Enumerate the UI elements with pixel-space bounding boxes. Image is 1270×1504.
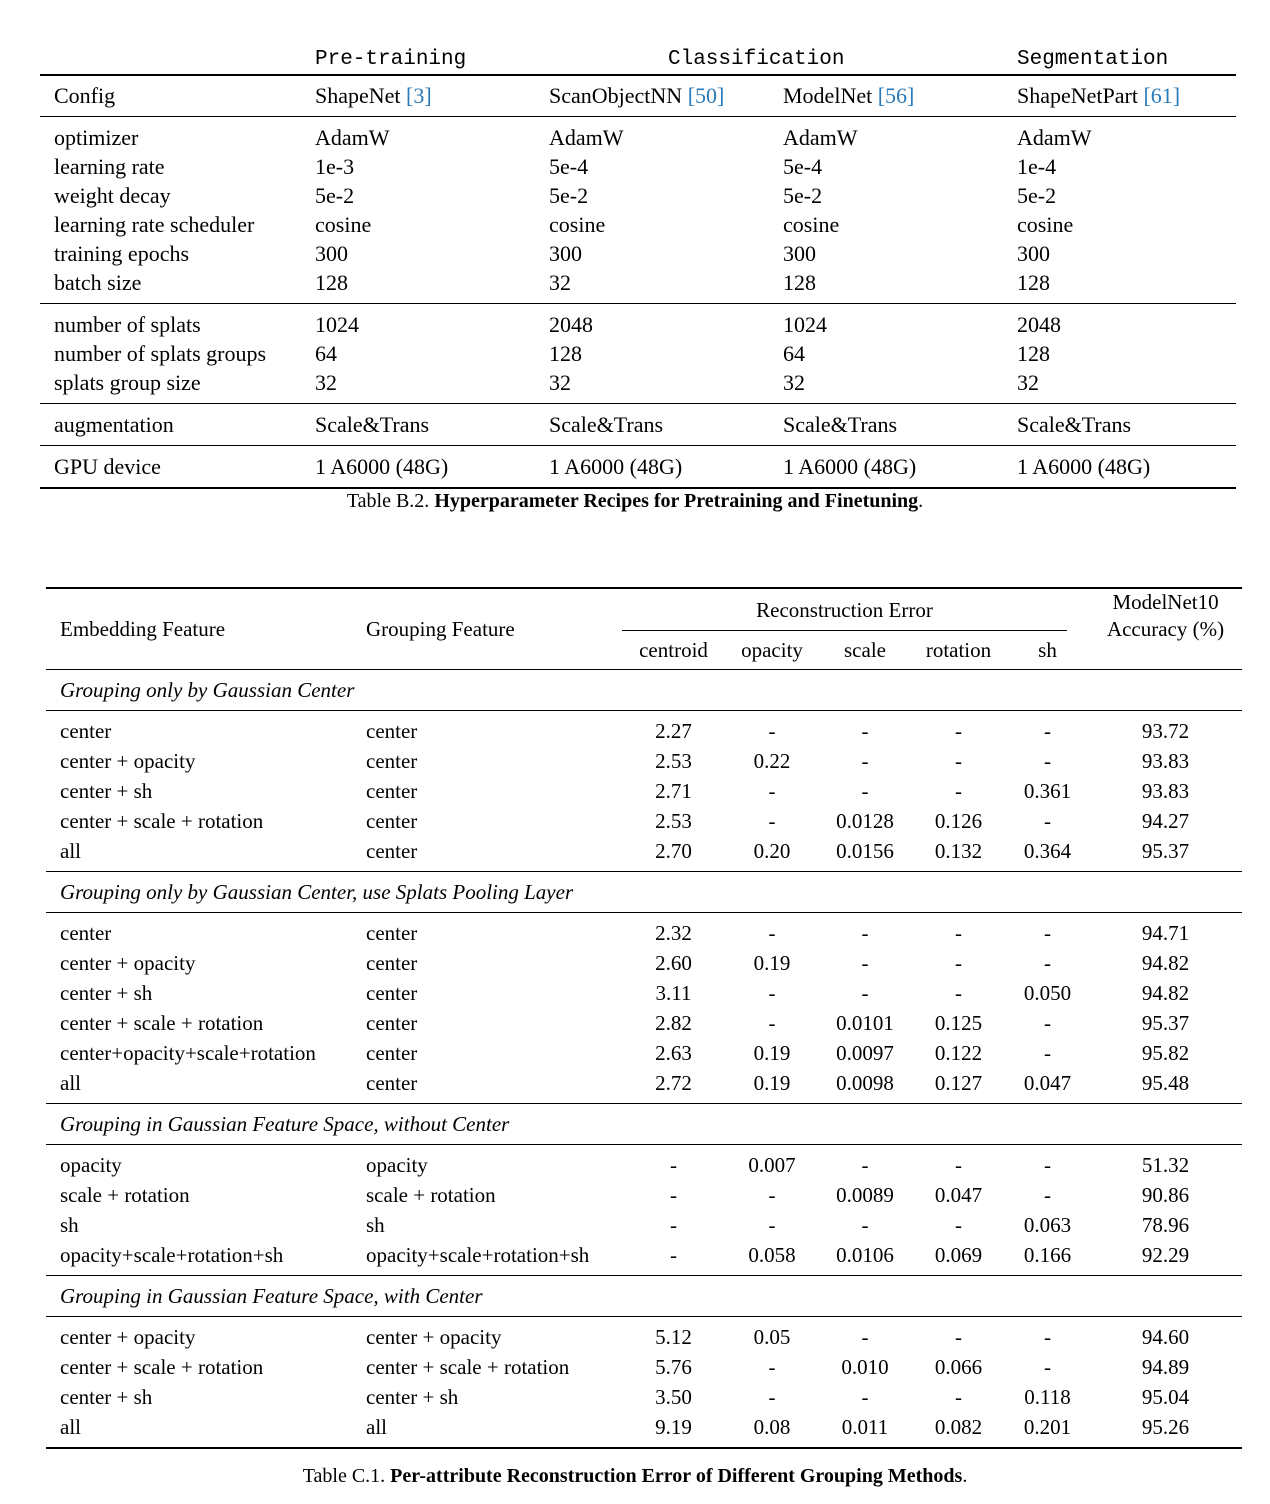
table-b2 <box>40 40 1236 489</box>
rotation-error: - <box>955 1153 962 1177</box>
rotation-error: 0.047 <box>934 1183 983 1207</box>
centroid-error: 3.50 <box>655 1385 692 1409</box>
centroid-error: 2.53 <box>655 749 692 773</box>
accuracy-value: 78.96 <box>1141 1213 1190 1237</box>
config-value: 128 <box>1017 270 1050 295</box>
opacity-error: 0.22 <box>753 749 791 773</box>
sh-error: 0.201 <box>1006 1412 1089 1448</box>
sh-error: - <box>1044 749 1052 773</box>
config-value: 32 <box>783 370 805 395</box>
column-header <box>1003 75 1236 117</box>
config-value: Scale&Trans <box>535 404 769 446</box>
column-header-name: ModelNet <box>783 83 878 108</box>
accuracy-value: 94.71 <box>1141 921 1190 945</box>
table-row <box>46 1352 1242 1382</box>
opacity-error: 0.058 <box>748 1243 796 1267</box>
centroid-error: - <box>670 1243 677 1267</box>
embedding-feature: opacity+scale+rotation+sh <box>60 1243 284 1267</box>
accuracy-value: 95.37 <box>1141 839 1190 863</box>
table-row <box>40 181 1236 210</box>
config-value: 32 <box>549 370 571 395</box>
sh-error: 0.118 <box>1024 1385 1071 1409</box>
column-header-name: ShapeNetPart <box>1017 83 1144 108</box>
subheader-scale: scale <box>819 632 911 670</box>
section-title: Grouping only by Gaussian Center <box>46 670 1242 711</box>
rotation-error: - <box>955 1213 962 1237</box>
accuracy-value: 94.60 <box>1141 1325 1190 1349</box>
rotation-error: - <box>955 1325 962 1349</box>
opacity-error: 0.007 <box>748 1153 796 1177</box>
scale-error: 0.010 <box>841 1355 889 1379</box>
table-row <box>40 210 1236 239</box>
sh-error: 0.361 <box>1023 779 1072 803</box>
embedding-feature: opacity <box>60 1153 122 1177</box>
embedding-feature: center + sh <box>60 779 153 803</box>
opacity-error: - <box>768 921 776 945</box>
opacity-error: - <box>768 779 776 803</box>
scale-error: - <box>861 981 869 1005</box>
scale-error: 0.0098 <box>836 1071 894 1095</box>
config-value: 1024 <box>301 304 535 340</box>
embedding-feature: center + opacity <box>60 951 196 975</box>
table-row <box>46 1317 1242 1353</box>
rotation-error: - <box>955 719 962 743</box>
opacity-error: - <box>768 719 776 743</box>
reconstruction-error-table <box>46 587 1242 1449</box>
grouping-feature: center <box>366 749 418 773</box>
embedding-feature: all <box>46 1412 352 1448</box>
config-name: number of splats groups <box>54 341 267 366</box>
accuracy-value: 95.48 <box>1141 1071 1190 1095</box>
table-row <box>40 117 1236 153</box>
section-title: Grouping in Gaussian Feature Space, without Center <box>46 1104 1242 1145</box>
config-value: cosine <box>315 212 372 237</box>
config-value: 300 <box>549 241 582 266</box>
rotation-error: 0.132 <box>934 839 983 863</box>
table-row <box>40 339 1236 368</box>
centroid-error: 5.12 <box>655 1325 692 1349</box>
citation-link[interactable]: [50] <box>687 83 725 108</box>
sh-error: - <box>1044 809 1052 833</box>
opacity-error: 0.08 <box>725 1412 819 1448</box>
config-name: GPU device <box>40 446 301 489</box>
scale-error: 0.0101 <box>836 1011 894 1035</box>
opacity-error: - <box>768 1385 776 1409</box>
scale-error: 0.0156 <box>836 839 894 863</box>
embedding-feature: sh <box>60 1213 79 1237</box>
column-group-headers <box>40 40 1236 74</box>
table-row <box>40 404 1236 446</box>
caption-title: Per-attribute Reconstruction Error of Different Grouping Methods <box>390 1465 963 1487</box>
centroid-error: - <box>670 1153 677 1177</box>
opacity-error: - <box>768 1183 776 1207</box>
grouping-feature: opacity+scale+rotation+sh <box>366 1243 590 1267</box>
opacity-error: - <box>768 981 776 1005</box>
scale-error: - <box>861 1153 869 1177</box>
embedding-feature: center <box>60 719 112 743</box>
rotation-error: 0.069 <box>934 1243 983 1267</box>
opacity-error: - <box>768 1213 776 1237</box>
centroid-error: 3.11 <box>655 981 692 1005</box>
column-header <box>535 75 769 117</box>
grouping-feature: center + sh <box>366 1385 459 1409</box>
config-value: 5e-4 <box>549 154 589 179</box>
grouping-feature: center + scale + rotation <box>366 1355 570 1379</box>
config-name: training epochs <box>54 241 190 266</box>
table-row <box>46 776 1242 806</box>
caption-end: . <box>918 490 924 512</box>
grouping-feature: center <box>366 921 418 945</box>
config-name: number of splats <box>40 304 301 340</box>
config-name: learning rate scheduler <box>54 212 255 237</box>
column-header-name: ScanObjectNN <box>549 83 688 108</box>
column-header-name: Config <box>54 83 116 108</box>
subheader-rotation: rotation <box>911 632 1006 670</box>
config-value: AdamW <box>549 125 624 150</box>
config-name: augmentation <box>40 404 301 446</box>
config-value: Scale&Trans <box>1003 404 1236 446</box>
centroid-error: 2.82 <box>655 1011 692 1035</box>
sh-error: 0.050 <box>1023 981 1072 1005</box>
sh-error: - <box>1044 1153 1052 1177</box>
config-name: batch size <box>54 270 142 295</box>
header-accuracy-spacer <box>1089 643 1242 669</box>
accuracy-value: 93.72 <box>1141 719 1190 743</box>
rotation-error: - <box>955 749 962 773</box>
group-header-pretraining: Pre-training <box>315 48 467 71</box>
config-value: 2048 <box>1003 304 1236 340</box>
grouping-feature: center <box>366 981 418 1005</box>
column-header <box>769 75 1003 117</box>
sh-error: - <box>1044 1355 1052 1379</box>
opacity-error: 0.19 <box>753 1041 791 1065</box>
scale-error: - <box>861 1213 869 1237</box>
header-row <box>40 75 1236 117</box>
table-c1 <box>46 587 1242 1449</box>
table-row <box>40 268 1236 304</box>
embedding-feature: center + scale + rotation <box>60 809 264 833</box>
subheader-sh: sh <box>1006 632 1089 670</box>
accuracy-value: 95.82 <box>1141 1041 1190 1065</box>
scale-error: - <box>861 1325 869 1349</box>
config-value: 64 <box>315 341 337 366</box>
table-row <box>46 978 1242 1008</box>
config-value: Scale&Trans <box>301 404 535 446</box>
group-header-classification: Classification <box>668 48 845 71</box>
opacity-error: 0.05 <box>753 1325 791 1349</box>
subheader-centroid: centroid <box>622 632 725 670</box>
centroid-error: 9.19 <box>622 1412 725 1448</box>
rotation-error: - <box>955 921 962 945</box>
table-row <box>40 239 1236 268</box>
sh-error: - <box>1044 1011 1052 1035</box>
accuracy-value: 51.32 <box>1141 1153 1190 1177</box>
embedding-feature: all <box>60 1071 81 1095</box>
section-header-row <box>46 670 1242 711</box>
caption-label: Table C.1. <box>302 1465 391 1487</box>
scale-error: 0.0089 <box>836 1183 894 1207</box>
scale-error: 0.0097 <box>836 1041 894 1065</box>
grouping-feature: opacity <box>366 1153 428 1177</box>
accuracy-value: 95.26 <box>1089 1412 1242 1448</box>
scale-error: - <box>861 1385 869 1409</box>
config-value: 5e-2 <box>315 183 355 208</box>
config-value: AdamW <box>1017 125 1092 150</box>
embedding-feature: scale + rotation <box>60 1183 190 1207</box>
opacity-error: 0.19 <box>753 1071 791 1095</box>
config-value: 1e-4 <box>1017 154 1057 179</box>
sh-error: - <box>1044 719 1052 743</box>
grouping-feature: center <box>366 839 418 863</box>
table-row <box>46 1145 1242 1181</box>
scale-error: - <box>861 749 869 773</box>
table-row <box>46 711 1242 747</box>
opacity-error: - <box>768 809 776 833</box>
grouping-feature: center <box>366 1041 418 1065</box>
rotation-error: 0.125 <box>934 1011 983 1035</box>
scale-error: - <box>861 719 869 743</box>
table-row <box>40 304 1236 340</box>
embedding-feature: center + sh <box>60 1385 153 1409</box>
group-header-segmentation: Segmentation <box>1017 48 1169 71</box>
grouping-feature: sh <box>366 1213 385 1237</box>
header-embedding-feature: Embedding Feature <box>46 588 352 670</box>
caption-end: . <box>962 1465 968 1487</box>
accuracy-value: 94.27 <box>1141 809 1190 833</box>
accuracy-value: 93.83 <box>1141 749 1190 773</box>
config-value: 32 <box>1017 370 1039 395</box>
config-value: 300 <box>783 241 816 266</box>
config-value: 1 A6000 (48G) <box>1003 446 1236 489</box>
centroid-error: 2.72 <box>655 1071 692 1095</box>
accuracy-value: 95.04 <box>1141 1385 1190 1409</box>
caption-title: Hyperparameter Recipes for Pretraining and Finetuning <box>434 490 919 512</box>
config-name: learning rate <box>54 154 165 179</box>
sh-error: 0.047 <box>1023 1071 1072 1095</box>
centroid-error: 2.71 <box>655 779 692 803</box>
header-accuracy <box>1089 588 1242 670</box>
sh-error: 0.364 <box>1023 839 1072 863</box>
table-row <box>40 368 1236 404</box>
header-reconstruction-error <box>622 588 1089 632</box>
config-value: 128 <box>549 341 582 366</box>
opacity-error: - <box>768 1011 776 1035</box>
table-row <box>46 1210 1242 1240</box>
table-row <box>40 152 1236 181</box>
config-value: 5e-4 <box>783 154 823 179</box>
scale-error: 0.0106 <box>836 1243 894 1267</box>
sh-error: 0.166 <box>1023 1243 1072 1267</box>
config-value: 32 <box>549 270 571 295</box>
header-accuracy-line2: Accuracy (%) <box>1106 617 1225 641</box>
table-row <box>46 1008 1242 1038</box>
config-value: 5e-2 <box>783 183 823 208</box>
embedding-feature: center + sh <box>60 981 153 1005</box>
section-header-row <box>46 1276 1242 1317</box>
config-value: AdamW <box>783 125 858 150</box>
table-row <box>40 446 1236 489</box>
accuracy-value: 94.89 <box>1141 1355 1190 1379</box>
opacity-error: 0.20 <box>753 839 791 863</box>
scale-error: 0.011 <box>819 1412 911 1448</box>
sh-error: - <box>1044 1325 1052 1349</box>
grouping-feature: center <box>366 1011 418 1035</box>
table-row <box>46 1038 1242 1068</box>
config-value: 5e-2 <box>1017 183 1057 208</box>
rotation-error: 0.082 <box>911 1412 1006 1448</box>
config-value: cosine <box>1017 212 1074 237</box>
sh-error: - <box>1044 951 1052 975</box>
grouping-feature: center <box>366 719 418 743</box>
citation-link[interactable]: [61] <box>1143 83 1181 108</box>
config-value: 128 <box>783 270 816 295</box>
centroid-error: 2.70 <box>655 839 692 863</box>
config-value: 64 <box>783 341 805 366</box>
accuracy-value: 94.82 <box>1141 981 1190 1005</box>
scale-error: 0.0128 <box>836 809 894 833</box>
rotation-error: 0.122 <box>934 1041 983 1065</box>
config-value: 1 A6000 (48G) <box>769 446 1003 489</box>
rotation-error: 0.126 <box>934 809 983 833</box>
config-name: weight decay <box>54 183 171 208</box>
embedding-feature: center + opacity <box>60 749 196 773</box>
centroid-error: 2.27 <box>655 719 692 743</box>
table-row <box>46 1068 1242 1104</box>
accuracy-value: 90.86 <box>1141 1183 1190 1207</box>
config-value: 1e-3 <box>315 154 355 179</box>
table-row <box>46 913 1242 949</box>
table-row <box>46 806 1242 836</box>
table-row <box>46 836 1242 872</box>
scale-error: - <box>861 779 869 803</box>
hyperparameter-table <box>40 74 1236 489</box>
centroid-error: 2.53 <box>655 809 692 833</box>
embedding-feature: center+opacity+scale+rotation <box>60 1041 316 1065</box>
accuracy-value: 94.82 <box>1141 951 1190 975</box>
table-row <box>46 746 1242 776</box>
scale-error: - <box>861 921 869 945</box>
config-value: cosine <box>783 212 840 237</box>
column-header-name: ShapeNet <box>315 83 407 108</box>
config-value: 5e-2 <box>549 183 589 208</box>
caption-label: Table B.2. <box>346 490 435 512</box>
citation-link[interactable]: [56] <box>877 83 915 108</box>
grouping-feature: center <box>366 1071 418 1095</box>
centroid-error: 2.32 <box>655 921 692 945</box>
citation-link[interactable]: [3] <box>406 83 432 108</box>
grouping-feature: scale + rotation <box>366 1183 496 1207</box>
config-value: cosine <box>549 212 606 237</box>
embedding-feature: all <box>60 839 81 863</box>
accuracy-value: 92.29 <box>1141 1243 1190 1267</box>
reconstruction-error-label: Reconstruction Error <box>622 590 1067 631</box>
grouping-feature: center <box>366 779 418 803</box>
embedding-feature: center + scale + rotation <box>60 1355 264 1379</box>
table-row <box>46 1180 1242 1210</box>
column-header <box>40 75 301 117</box>
section-title: Grouping only by Gaussian Center, use Splats Pooling Layer <box>46 872 1242 913</box>
centroid-error: - <box>670 1183 677 1207</box>
table-row <box>46 1382 1242 1412</box>
config-value: 128 <box>1017 341 1050 366</box>
config-value: AdamW <box>315 125 390 150</box>
table-c1-caption <box>0 1465 1270 1488</box>
sh-error: - <box>1044 1183 1052 1207</box>
header-grouping-feature: Grouping Feature <box>352 588 622 670</box>
config-value: 1024 <box>769 304 1003 340</box>
section-title: Grouping in Gaussian Feature Space, with Center <box>46 1276 1242 1317</box>
opacity-error: - <box>768 1355 776 1379</box>
embedding-feature: center + opacity <box>60 1325 196 1349</box>
config-value: 2048 <box>535 304 769 340</box>
scale-error: - <box>861 951 869 975</box>
grouping-feature: center <box>366 809 418 833</box>
config-name: splats group size <box>54 370 201 395</box>
config-value: 1 A6000 (48G) <box>535 446 769 489</box>
accuracy-value: 95.37 <box>1141 1011 1190 1035</box>
sh-error: - <box>1044 921 1052 945</box>
centroid-error: 5.76 <box>655 1355 692 1379</box>
embedding-feature: center <box>60 921 112 945</box>
config-value: 300 <box>315 241 348 266</box>
rotation-error: - <box>955 1385 962 1409</box>
rotation-error: - <box>955 951 962 975</box>
centroid-error: 2.60 <box>655 951 692 975</box>
sh-error: - <box>1044 1041 1052 1065</box>
config-name: optimizer <box>54 125 139 150</box>
embedding-feature: center + scale + rotation <box>60 1011 264 1035</box>
config-value: 128 <box>315 270 348 295</box>
table-row <box>46 1412 1242 1448</box>
table-row <box>46 948 1242 978</box>
opacity-error: 0.19 <box>753 951 791 975</box>
grouping-feature: all <box>352 1412 622 1448</box>
centroid-error: - <box>670 1213 677 1237</box>
sh-error: 0.063 <box>1023 1213 1072 1237</box>
grouping-feature: center <box>366 951 418 975</box>
column-header <box>301 75 535 117</box>
config-value: 32 <box>315 370 337 395</box>
config-value: 300 <box>1017 241 1050 266</box>
rotation-error: - <box>955 779 962 803</box>
rotation-error: 0.066 <box>934 1355 983 1379</box>
subheader-opacity: opacity <box>725 632 819 670</box>
config-value: Scale&Trans <box>769 404 1003 446</box>
config-value: 1 A6000 (48G) <box>301 446 535 489</box>
accuracy-value: 93.83 <box>1141 779 1190 803</box>
grouping-feature: center + opacity <box>366 1325 502 1349</box>
header-accuracy-line1: ModelNet10 <box>1112 590 1219 614</box>
centroid-error: 2.63 <box>655 1041 692 1065</box>
rotation-error: 0.127 <box>934 1071 983 1095</box>
table-row <box>46 1240 1242 1276</box>
rotation-error: - <box>955 981 962 1005</box>
section-header-row <box>46 1104 1242 1145</box>
section-header-row <box>46 872 1242 913</box>
table-b2-caption <box>0 490 1270 513</box>
